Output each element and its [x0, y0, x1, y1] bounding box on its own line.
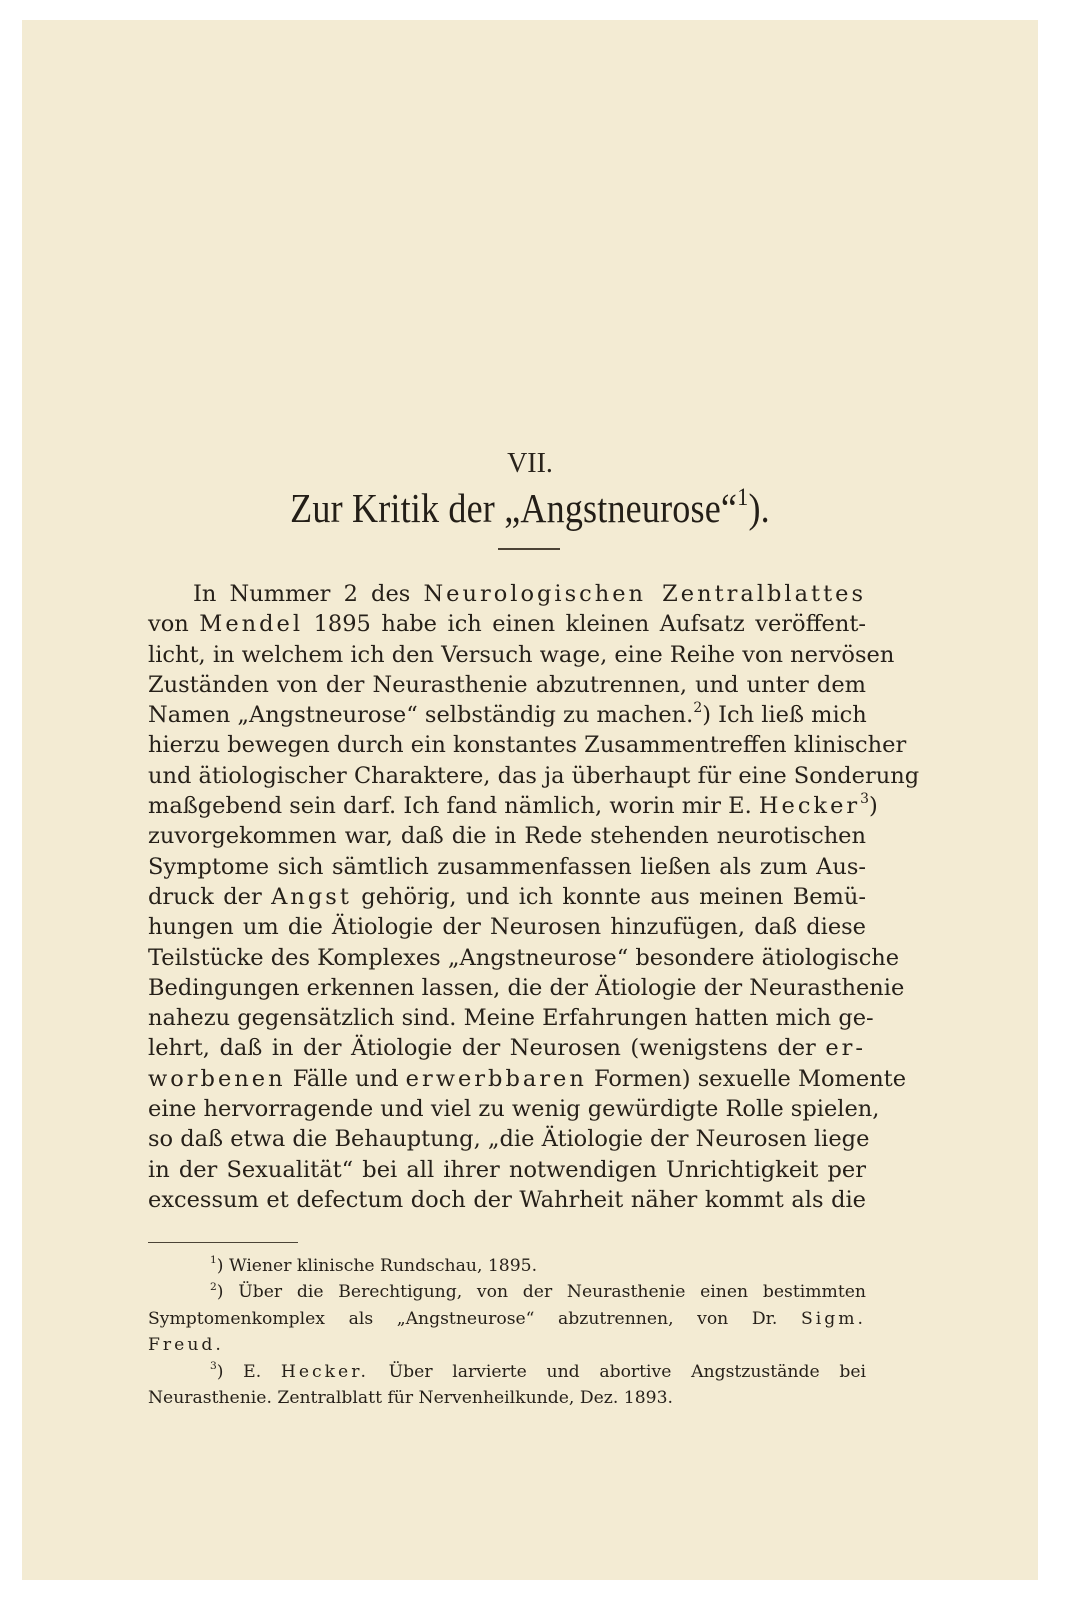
footnote-marker: 3 [210, 1358, 217, 1372]
text-run: Formen) sexuelle Momente [586, 1065, 907, 1092]
text-line [148, 791, 878, 821]
footnote-divider [148, 1242, 298, 1243]
text-line: hierzu bewegen durch ein konstantes Zusammentreffen klinischer [148, 732, 907, 759]
spaced-text: worbenen [148, 1065, 286, 1092]
text-line: Symptome sich sämtlich zusammenfassen ließen als zum Aus- [148, 853, 866, 880]
text-line [148, 579, 866, 609]
text-run: 1895 habe ich einen kleinen Aufsatz veröffent- [303, 611, 867, 638]
chapter-title-text: Zur Kritik der „Angstneurose“ [290, 485, 738, 531]
text-run: druck der [148, 883, 272, 910]
spaced-text: erwerbbaren [405, 1065, 587, 1092]
footnote-ref-2[interactable]: 2 [693, 700, 703, 717]
spaced-text: Hecker. [280, 1361, 370, 1382]
text-run: von [148, 611, 200, 638]
text-line: licht, in welchem ich den Versuch wage, eine Reihe von nervösen [148, 641, 895, 668]
footnote-marker: 1 [210, 1253, 217, 1267]
footnote-text: ) Wiener klinische Rundschau, 1895. [216, 1256, 538, 1276]
spaced-text: Angst [271, 883, 352, 910]
text-line: Zuständen von der Neurasthenie abzutrennen, und unter dem [148, 671, 866, 698]
chapter-title [83, 484, 977, 532]
book-page [22, 20, 1038, 1580]
chapter-number: VII. [507, 448, 553, 479]
title-divider [498, 548, 560, 550]
text-line [148, 609, 866, 639]
text-line: excessum et defectum doch der Wahrheit näher kommt als die [148, 1186, 866, 1213]
spaced-text: Freud. [148, 1335, 224, 1356]
text-line: so daß etwa die Behauptung, „die Ätiologie der Neurosen liege [148, 1126, 870, 1153]
spaced-text: er- [825, 1035, 866, 1062]
text-line: Teilstücke des Komplexes „Angstneurose“ besondere ätiologische [148, 944, 900, 971]
spaced-text: Neurologischen Zentralblattes [423, 581, 866, 607]
chapter-title-close: ). [748, 485, 770, 531]
text-line: nahezu gegensätzlich sind. Meine Erfahrungen hatten mich ge- [148, 1005, 874, 1032]
text-line: zuvorgekommen war, daß die in Rede stehenden neurotischen [148, 823, 866, 850]
footnote-2-line [148, 1306, 866, 1332]
spaced-text: Hecker [758, 793, 861, 820]
footnote-text: Symptomenkomplex als „Angstneurose“ abzutrennen, von Dr. [148, 1308, 801, 1329]
footnote-text: ) Über die Berechtigung, von der Neurasthenie einen bestimmten [216, 1282, 866, 1303]
footnote-2-line [148, 1332, 866, 1358]
text-line: in der Sexualität“ bei all ihrer notwendigen Unrichtigkeit per [148, 1156, 866, 1183]
text-line: und ätiologischer Charaktere, das ja überhaupt für eine Sonderung [148, 762, 920, 789]
footnote-ref-1[interactable]: 1 [737, 482, 749, 511]
text-line [148, 1033, 866, 1063]
text-run: Fälle und [285, 1065, 406, 1092]
text-line [148, 882, 866, 912]
text-run: maßgebend sein darf. Ich fand nämlich, worin mir E. [148, 793, 759, 820]
text-line: eine hervorragende und viel zu wenig gewürdigte Rolle spielen, [148, 1096, 880, 1123]
text-run: Namen „Angstneurose“ selbständig zu machen. [148, 702, 694, 729]
spaced-text: Sigm. [800, 1308, 866, 1329]
text-run: gehörig, und ich konnte aus meinen Bemü- [351, 883, 866, 910]
text-run: ) Ich ließ mich [702, 702, 867, 729]
text-run: lehrt, daß in der Ätiologie der Neurosen (wenigstens der [148, 1035, 826, 1062]
footnote-marker: 2 [210, 1279, 217, 1293]
text-run: ) [869, 793, 878, 820]
footnote-2 [148, 1279, 866, 1305]
text-line: hungen um die Ätiologie der Neurosen hinzufügen, daß diese [148, 914, 866, 941]
footnotes [148, 1253, 866, 1411]
footnote-3 [148, 1359, 866, 1385]
body-paragraph [148, 579, 920, 1215]
text-run: In Nummer 2 des [193, 581, 424, 607]
text-line: Bedingungen erkennen lassen, die der Ätiologie der Neurasthenie [148, 974, 905, 1001]
footnote-text: ) E. [216, 1361, 281, 1382]
footnote-3-line: Neurasthenie. Zentralblatt für Nervenheilkunde, Dez. 1893. [148, 1388, 673, 1409]
footnote-1 [148, 1253, 866, 1279]
spaced-text: Mendel [199, 611, 304, 638]
footnote-ref-3[interactable]: 3 [860, 791, 870, 808]
footnote-text: Über larvierte und abortive Angstzustände bei [369, 1361, 866, 1382]
text-line [148, 1064, 907, 1094]
text-line [148, 700, 866, 730]
